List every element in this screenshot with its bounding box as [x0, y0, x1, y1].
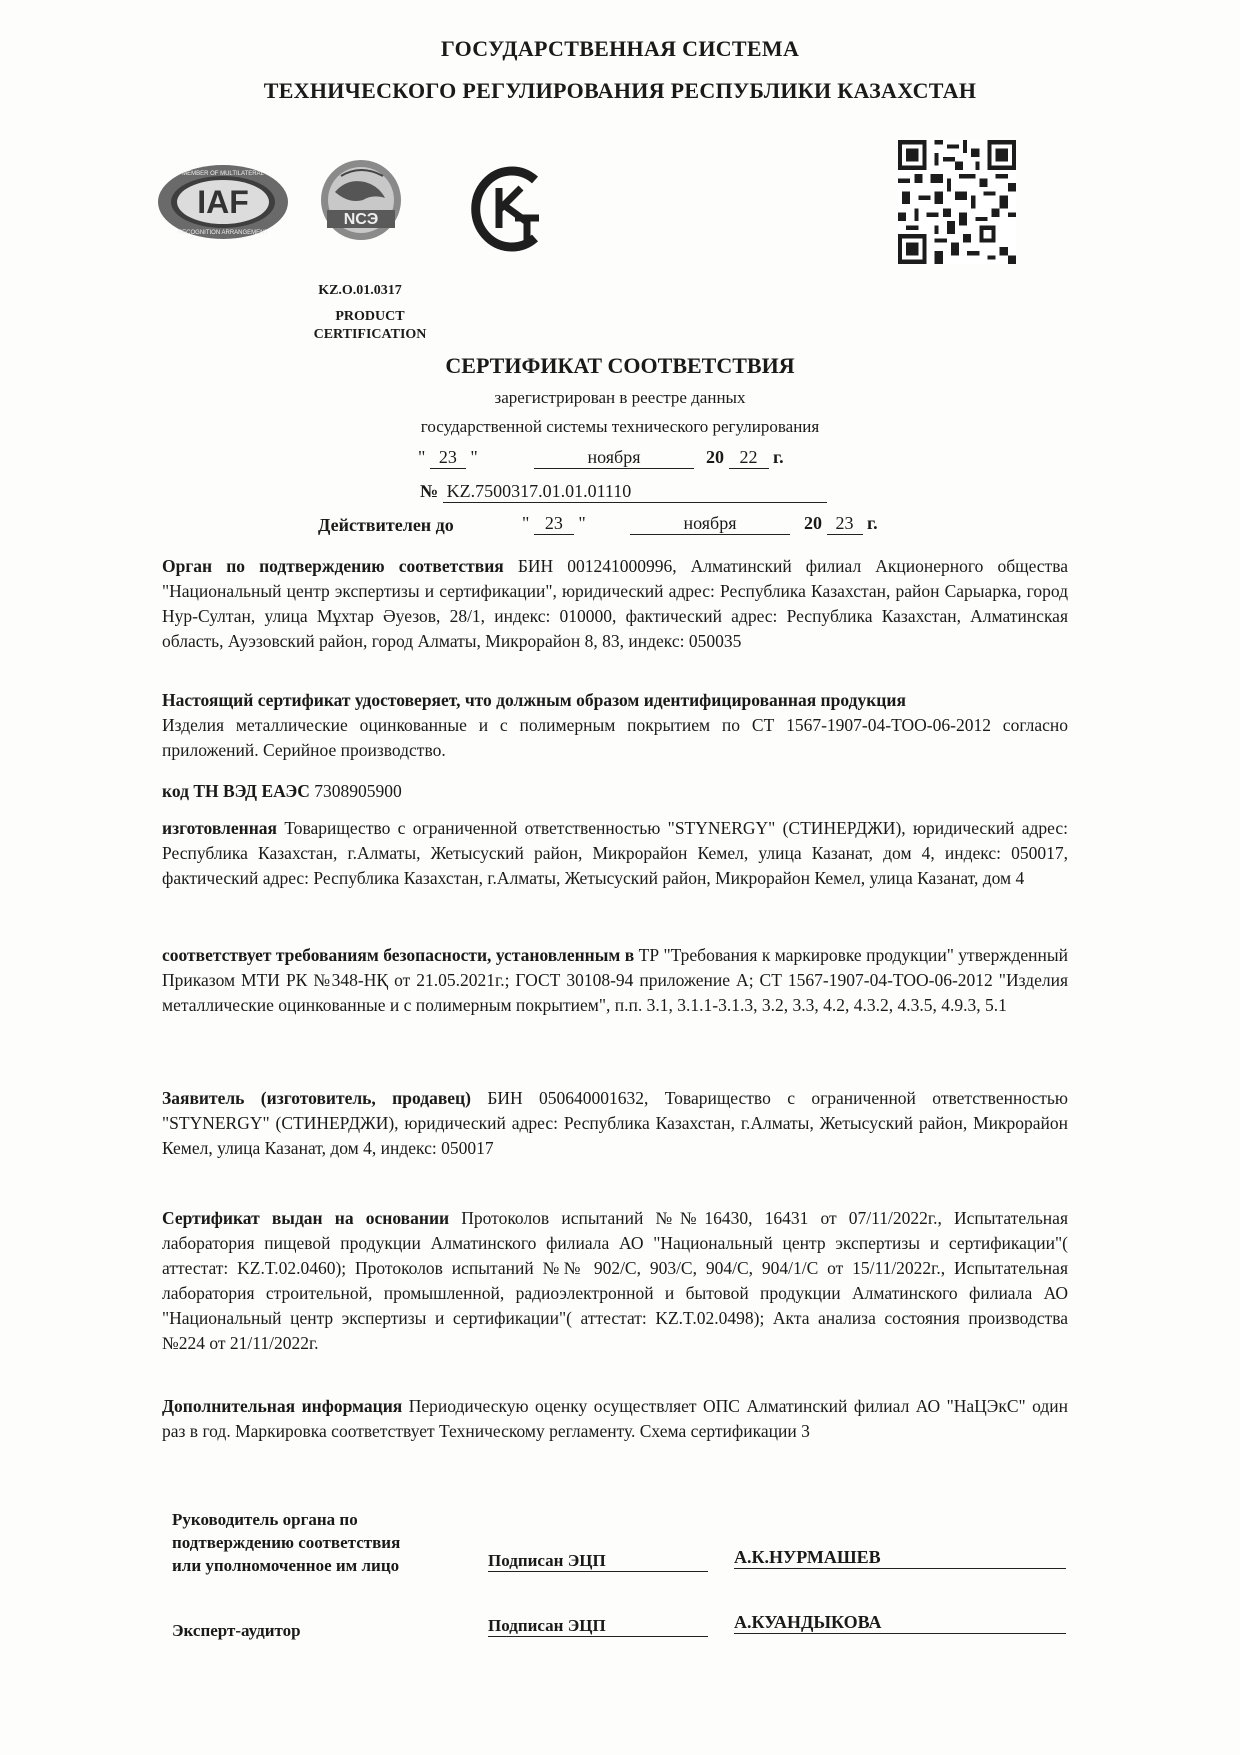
hs-code-value: 7308905900 — [309, 781, 402, 801]
valid-year: 20 23 г. — [804, 513, 878, 533]
registered-line-2: государственной системы технического регулирования — [420, 417, 820, 436]
manufacturer-paragraph — [162, 816, 1068, 891]
accreditation-type-line-1: PRODUCT — [335, 309, 405, 324]
svg-text:RECOGNITION ARRANGEMENT: RECOGNITION ARRANGEMENT — [177, 230, 269, 236]
compliance-paragraph — [162, 943, 1068, 1018]
applicant-paragraph — [162, 1086, 1068, 1161]
basis-label: Сертификат выдан на основании — [162, 1208, 450, 1228]
certifies-label: Настоящий сертификат удостоверяет, что должным образом идентифицированная продукция — [162, 690, 906, 710]
expert-auditor-name: А.КУАНДЫКОВА — [734, 1612, 1066, 1634]
manufacturer-label: изготовленная — [162, 818, 278, 838]
valid-day: 23 — [534, 513, 574, 535]
valid-month: ноября — [630, 513, 790, 535]
header-line-1: ГОСУДАРСТВЕННАЯ СИСТЕМА — [440, 36, 800, 61]
head-signed-status: Подписан ЭЦП — [488, 1551, 708, 1572]
iaf-logo — [156, 163, 290, 241]
registered-line-1: зарегистрирован в реестре данных — [494, 388, 746, 407]
compliance-text: ТР "Требования к маркировке продукции" утвержденный Приказом МТИ РК №348-НҚ от 21.05.2021г.; ГОСТ 30108-94 приложение А; СТ 1567-1907-04-ТОО-06-2012 "Изделия металлические оцинкованные и с полимерным покрытием", п.п. 3.1, 3.1.1-3.1.3, 3.2, 3.3, 4.2, 4.3.2, 4.3.5, 4.9.3, 5.1 — [162, 945, 1068, 1015]
registration-year: 20 22 г. — [706, 447, 784, 467]
basis-paragraph — [162, 1206, 1068, 1356]
expert-signed-status: Подписан ЭЦП — [488, 1616, 708, 1637]
certification-body-label: Орган по подтверждению соответствия — [162, 556, 504, 576]
certification-body-paragraph — [162, 554, 1068, 654]
valid-until-date: " 23 " — [522, 513, 586, 533]
header-line-2: ТЕХНИЧЕСКОГО РЕГУЛИРОВАНИЯ РЕСПУБЛИКИ КАЗАХСТАН — [263, 78, 977, 103]
applicant-text: БИН 050640001632, Товарищество с ограниченной ответственностью "STYNERGY" (СТИНЕРДЖИ), юридический адрес: Республика Казахстан, г.Алматы, Жетысуский район, Микрорайон Кемел, улица Казанат, дом 4, индекс: 050017 — [162, 1088, 1068, 1158]
accreditation-code: KZ.O.01.0317 — [318, 283, 402, 298]
basis-text: Протоколов испытаний №№16430, 16431 от 07/11/2022г., Испытательная лаборатория пищевой продукции Алматинского филиала АО "Национальный центр экспертизы и сертификации"( аттестат: KZ.T.02.0460); Протоколов испытаний №№ 902/С, 903/С, 904/С, 904/1/С от 15/11/2022г., Испытательная лаборатория строительной, промышленной, радиоэлектронной и бытовой продукции Алматинского филиала АО "Национальный центр экспертизы и сертификации"( аттестат: KZ.T.02.0498); Акта анализа состояния производства №224 от 21/11/2022г. — [162, 1208, 1068, 1353]
registration-date: " 23 " — [418, 447, 478, 467]
product-description: Изделия металлические оцинкованные и с полимерным покрытием по СТ 1567-1907-04-ТОО-06-2012 согласно приложений. Серийное производство. — [162, 715, 1068, 760]
certificate-number: KZ.7500317.01.01.01110 — [443, 481, 827, 503]
additional-info-text: Периодическую оценку осуществляет ОПС Алматинский филиал АО "НаЦЭкС" один раз в год. Маркировка соответствует Техническому регламенту. Схема сертификации 3 — [162, 1396, 1068, 1441]
hs-code-row — [162, 779, 1068, 804]
ncn-logo-text: NCЭ — [343, 211, 379, 228]
valid-until-label: Действителен до — [318, 515, 454, 535]
svg-text:MEMBER OF MULTILATERAL: MEMBER OF MULTILATERAL — [182, 171, 264, 177]
applicant-label: Заявитель (изготовитель, продавец) — [162, 1088, 471, 1108]
additional-info-paragraph — [162, 1394, 1068, 1444]
compliance-label: соответствует требованиям безопасности, установленным в — [162, 945, 635, 965]
iaf-logo-text: IAF — [197, 184, 249, 220]
registration-month: ноября — [534, 447, 694, 469]
certifies-paragraph — [162, 688, 1068, 763]
qr-code-icon — [898, 140, 1016, 264]
additional-info-label: Дополнительная информация — [162, 1396, 403, 1416]
registration-day: 23 — [430, 447, 466, 469]
kz-certification-mark-icon — [465, 160, 551, 256]
expert-auditor-label: Эксперт-аудитор — [172, 1621, 301, 1640]
accreditation-type-line-2: CERTIFICATION — [313, 327, 427, 342]
certificate-number-row: № KZ.7500317.01.01.01110 — [420, 481, 827, 503]
ncn-globe-logo — [313, 158, 409, 248]
certification-body-text: БИН 001241000996, Алматинский филиал Акционерного общества "Национальный центр экспертизы и сертификации", юридический адрес: Республика Казахстан, район Сарыарка, город Нур-Султан, улица Мұхтар Әуезов, 28/1, индекс: 010000, фактический адрес: Республика Казахстан, Алматинская область, Ауэзовский район, город Алматы, Микрорайон 8, 83, индекс: 050035 — [162, 556, 1068, 651]
head-signatory-label: Руководитель органа по подтверждению соответствия или уполномоченное им лицо — [172, 1510, 401, 1575]
certificate-title: СЕРТИФИКАТ СООТВЕТСТВИЯ — [445, 353, 795, 378]
head-signatory-name: А.К.НУРМАШЕВ — [734, 1547, 1066, 1569]
hs-code-label: код ТН ВЭД ЕАЭС — [162, 781, 310, 801]
manufacturer-text: Товарищество с ограниченной ответственностью "STYNERGY" (СТИНЕРДЖИ), юридический адрес: Республика Казахстан, г.Алматы, Жетысуский район, Микрорайон Кемел, улица Казанат, дом 4, индекс: 050017, фактический адрес: Республика Казахстан, г.Алматы, Жетысуский район, Микрорайон Кемел, улица Казанат, дом 4 — [162, 818, 1068, 888]
